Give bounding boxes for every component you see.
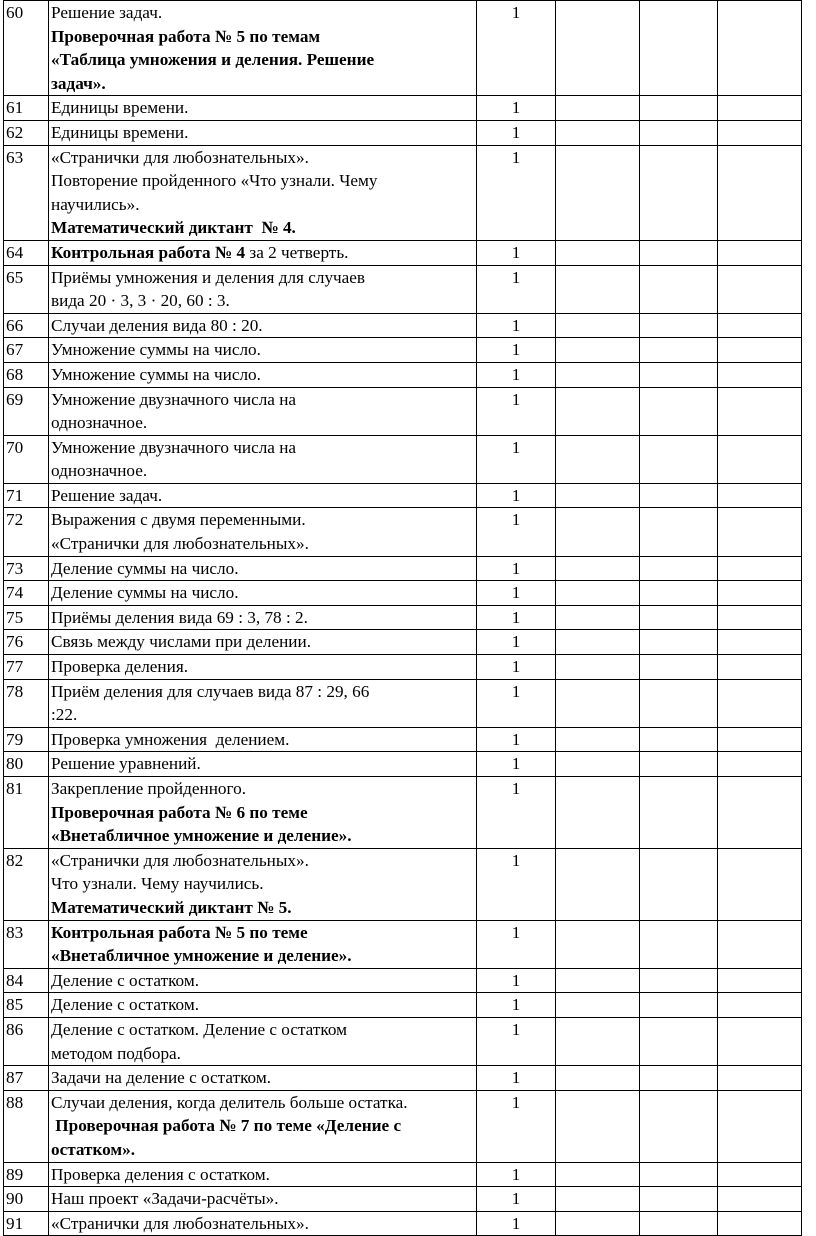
date-plan-cell xyxy=(556,120,640,145)
hours-count: 1 xyxy=(477,993,556,1018)
lesson-topic xyxy=(49,120,477,145)
topic-line: Умножение суммы на число. xyxy=(51,340,261,360)
table-row xyxy=(4,777,802,849)
lesson-topic xyxy=(49,777,477,849)
topic-line: Деление с остатком. Деление с остатком xyxy=(51,1019,347,1039)
lesson-topic xyxy=(49,679,477,727)
lesson-topic xyxy=(49,968,477,993)
lesson-number: 68 xyxy=(4,362,49,387)
hours-count: 1 xyxy=(477,727,556,752)
hours-count: 1 xyxy=(477,605,556,630)
hours-count: 1 xyxy=(477,1066,556,1091)
topic-line: Проверочная работа № 5 по темам xyxy=(51,26,321,46)
notes-cell xyxy=(718,1066,802,1091)
lesson-number: 74 xyxy=(4,581,49,606)
date-plan-cell xyxy=(556,679,640,727)
hours-count: 1 xyxy=(477,679,556,727)
date-plan-cell xyxy=(556,655,640,680)
hours-count: 1 xyxy=(477,240,556,265)
topic-fragment: Контрольная работа № 4 xyxy=(51,242,246,262)
notes-cell xyxy=(718,556,802,581)
date-plan-cell xyxy=(556,313,640,338)
table-row xyxy=(4,1162,802,1187)
lesson-number: 76 xyxy=(4,630,49,655)
date-fact-cell xyxy=(640,435,718,483)
table-row xyxy=(4,508,802,556)
notes-cell xyxy=(718,1211,802,1236)
topic-line: однозначное. xyxy=(51,461,148,481)
topic-line: Решение уравнений. xyxy=(51,754,201,774)
lesson-topic xyxy=(49,435,477,483)
lesson-number: 63 xyxy=(4,145,49,240)
date-fact-cell xyxy=(640,605,718,630)
date-fact-cell xyxy=(640,1090,718,1162)
hours-count: 1 xyxy=(477,1017,556,1065)
lesson-topic xyxy=(49,556,477,581)
topic-line: Умножение двузначного числа на xyxy=(51,437,297,457)
notes-cell xyxy=(718,483,802,508)
lesson-plan-table xyxy=(3,0,802,1236)
lesson-number: 71 xyxy=(4,483,49,508)
date-plan-cell xyxy=(556,556,640,581)
notes-cell xyxy=(718,581,802,606)
lesson-number: 61 xyxy=(4,96,49,121)
date-plan-cell xyxy=(556,581,640,606)
hours-count: 1 xyxy=(477,968,556,993)
hours-count: 1 xyxy=(477,1090,556,1162)
date-fact-cell xyxy=(640,777,718,849)
table-row xyxy=(4,313,802,338)
topic-line: Что узнали. Чему научились. xyxy=(51,874,264,894)
table-row xyxy=(4,848,802,920)
topic-fragment: за 2 четверть. xyxy=(245,242,349,262)
table-row xyxy=(4,1211,802,1236)
date-fact-cell xyxy=(640,120,718,145)
lesson-topic xyxy=(49,920,477,968)
table-row xyxy=(4,993,802,1018)
lesson-topic xyxy=(49,630,477,655)
date-fact-cell xyxy=(640,145,718,240)
lesson-topic xyxy=(49,265,477,313)
lesson-topic xyxy=(49,581,477,606)
date-plan-cell xyxy=(556,265,640,313)
date-fact-cell xyxy=(640,1162,718,1187)
date-fact-cell xyxy=(640,387,718,435)
date-plan-cell xyxy=(556,435,640,483)
topic-line: «Таблица умножения и деления. Решение xyxy=(51,50,375,70)
date-plan-cell xyxy=(556,508,640,556)
topic-line: «Странички для любознательных». xyxy=(51,1213,309,1233)
lesson-topic xyxy=(49,483,477,508)
lesson-number: 73 xyxy=(4,556,49,581)
topic-line: Умножение двузначного числа на xyxy=(51,389,297,409)
lesson-number: 78 xyxy=(4,679,49,727)
hours-count: 1 xyxy=(477,483,556,508)
topic-line: Случаи деления вида 80 : 20. xyxy=(51,315,263,335)
topic-line: Закрепление пройденного. xyxy=(51,779,246,798)
topic-line: Деление с остатком. xyxy=(51,970,199,990)
notes-cell xyxy=(718,435,802,483)
notes-cell xyxy=(718,145,802,240)
topic-line: Приём деления для случаев вида 87 : 29, 66 xyxy=(51,681,370,701)
date-plan-cell xyxy=(556,145,640,240)
topic-line: методом подбора. xyxy=(51,1043,181,1063)
notes-cell xyxy=(718,630,802,655)
lesson-number: 69 xyxy=(4,387,49,435)
lesson-number: 75 xyxy=(4,605,49,630)
hours-count: 1 xyxy=(477,120,556,145)
notes-cell xyxy=(718,120,802,145)
lesson-plan-body xyxy=(4,1,802,1236)
lesson-topic xyxy=(49,96,477,121)
topic-line: «Странички для любознательных». xyxy=(51,534,309,554)
topic-line: Единицы времени. xyxy=(51,98,189,118)
lesson-topic xyxy=(49,1162,477,1187)
lesson-topic xyxy=(49,387,477,435)
lesson-number: 77 xyxy=(4,655,49,680)
lesson-topic xyxy=(49,338,477,363)
date-plan-cell xyxy=(556,727,640,752)
topic-line: Математический диктант № 5. xyxy=(51,897,292,917)
date-plan-cell xyxy=(556,630,640,655)
table-row xyxy=(4,120,802,145)
date-fact-cell xyxy=(640,265,718,313)
lesson-topic xyxy=(49,727,477,752)
topic-line: Повторение пройденного «Что узнали. Чему xyxy=(51,171,378,191)
date-fact-cell xyxy=(640,581,718,606)
topic-line: Приёмы умножения и деления для случаев xyxy=(51,267,366,287)
date-fact-cell xyxy=(640,968,718,993)
topic-line: Умножение суммы на число. xyxy=(51,364,261,384)
hours-count: 1 xyxy=(477,508,556,556)
lesson-number: 64 xyxy=(4,240,49,265)
hours-count: 1 xyxy=(477,556,556,581)
lesson-topic xyxy=(49,240,477,265)
table-row xyxy=(4,968,802,993)
topic-line: «Странички для любознательных». xyxy=(51,850,309,870)
table-row xyxy=(4,556,802,581)
notes-cell xyxy=(718,655,802,680)
date-plan-cell xyxy=(556,1187,640,1212)
lesson-number: 81 xyxy=(4,777,49,849)
date-plan-cell xyxy=(556,338,640,363)
lesson-number: 72 xyxy=(4,508,49,556)
notes-cell xyxy=(718,1,802,96)
table-row xyxy=(4,1,802,96)
table-row xyxy=(4,435,802,483)
topic-line: Деление суммы на число. xyxy=(51,558,239,578)
lesson-topic xyxy=(49,508,477,556)
table-row xyxy=(4,679,802,727)
date-plan-cell xyxy=(556,848,640,920)
date-fact-cell xyxy=(640,556,718,581)
hours-count: 1 xyxy=(477,777,556,849)
lesson-number: 60 xyxy=(4,1,49,96)
lesson-topic xyxy=(49,1,477,96)
notes-cell xyxy=(718,968,802,993)
lesson-topic xyxy=(49,145,477,240)
table-row xyxy=(4,362,802,387)
topic-line: задач». xyxy=(51,73,106,93)
topic-line: Проверочная работа № 6 по теме xyxy=(51,802,308,822)
notes-cell xyxy=(718,96,802,121)
date-fact-cell xyxy=(640,727,718,752)
table-row xyxy=(4,483,802,508)
lesson-number: 85 xyxy=(4,993,49,1018)
date-plan-cell xyxy=(556,387,640,435)
hours-count: 1 xyxy=(477,848,556,920)
date-plan-cell xyxy=(556,1,640,96)
date-plan-cell xyxy=(556,240,640,265)
table-row xyxy=(4,655,802,680)
hours-count: 1 xyxy=(477,265,556,313)
hours-count: 1 xyxy=(477,338,556,363)
table-row xyxy=(4,338,802,363)
date-fact-cell xyxy=(640,1017,718,1065)
notes-cell xyxy=(718,1090,802,1162)
date-plan-cell xyxy=(556,968,640,993)
date-plan-cell xyxy=(556,1017,640,1065)
topic-line: Решение задач. xyxy=(51,485,163,505)
topic-line: Приёмы деления вида 69 : 3, 78 : 2. xyxy=(51,607,308,627)
table-row xyxy=(4,1017,802,1065)
topic-line: Решение задач. xyxy=(51,3,163,22)
notes-cell xyxy=(718,679,802,727)
table-row xyxy=(4,145,802,240)
date-fact-cell xyxy=(640,1066,718,1091)
lesson-topic xyxy=(49,655,477,680)
date-fact-cell xyxy=(640,655,718,680)
date-fact-cell xyxy=(640,338,718,363)
lesson-number: 86 xyxy=(4,1017,49,1065)
hours-count: 1 xyxy=(477,145,556,240)
topic-line: «Внетабличное умножение и деление». xyxy=(51,826,352,846)
date-fact-cell xyxy=(640,993,718,1018)
lesson-number: 66 xyxy=(4,313,49,338)
table-row xyxy=(4,265,802,313)
hours-count: 1 xyxy=(477,96,556,121)
date-fact-cell xyxy=(640,1,718,96)
notes-cell xyxy=(718,605,802,630)
lesson-topic xyxy=(49,752,477,777)
lesson-topic xyxy=(49,313,477,338)
notes-cell xyxy=(718,508,802,556)
notes-cell xyxy=(718,848,802,920)
notes-cell xyxy=(718,313,802,338)
date-plan-cell xyxy=(556,605,640,630)
lesson-topic xyxy=(49,362,477,387)
date-fact-cell xyxy=(640,96,718,121)
topic-line: Случаи деления, когда делитель больше остатка. xyxy=(51,1092,408,1112)
lesson-topic xyxy=(49,1187,477,1212)
hours-count: 1 xyxy=(477,581,556,606)
hours-count: 1 xyxy=(477,435,556,483)
lesson-number: 83 xyxy=(4,920,49,968)
topic-line: научились». xyxy=(51,194,140,214)
topic-line: Математический диктант № 4. xyxy=(51,218,296,238)
topic-line: «Странички для любознательных». xyxy=(51,147,309,167)
hours-count: 1 xyxy=(477,1187,556,1212)
lesson-number: 87 xyxy=(4,1066,49,1091)
topic-line: Проверочная работа № 7 по теме «Деление с xyxy=(51,1116,402,1136)
topic-line: Деление суммы на число. xyxy=(51,583,239,603)
date-plan-cell xyxy=(556,993,640,1018)
lesson-number: 80 xyxy=(4,752,49,777)
lesson-number: 70 xyxy=(4,435,49,483)
table-row xyxy=(4,240,802,265)
table-row xyxy=(4,96,802,121)
notes-cell xyxy=(718,993,802,1018)
date-fact-cell xyxy=(640,240,718,265)
notes-cell xyxy=(718,920,802,968)
date-plan-cell xyxy=(556,1162,640,1187)
topic-line: Задачи на деление с остатком. xyxy=(51,1068,271,1088)
lesson-number: 91 xyxy=(4,1211,49,1236)
date-fact-cell xyxy=(640,920,718,968)
date-plan-cell xyxy=(556,1090,640,1162)
notes-cell xyxy=(718,1162,802,1187)
notes-cell xyxy=(718,1017,802,1065)
topic-line: остатком». xyxy=(51,1139,136,1159)
date-fact-cell xyxy=(640,1211,718,1236)
date-fact-cell xyxy=(640,848,718,920)
hours-count: 1 xyxy=(477,752,556,777)
topic-line xyxy=(51,241,474,265)
date-plan-cell xyxy=(556,777,640,849)
topic-line: однозначное. xyxy=(51,413,148,433)
table-row xyxy=(4,1066,802,1091)
notes-cell xyxy=(718,362,802,387)
table-row xyxy=(4,727,802,752)
topic-line: Единицы времени. xyxy=(51,122,189,142)
date-fact-cell xyxy=(640,1187,718,1212)
topic-line: Проверка деления. xyxy=(51,657,189,677)
lesson-number: 79 xyxy=(4,727,49,752)
table-row xyxy=(4,1090,802,1162)
lesson-number: 88 xyxy=(4,1090,49,1162)
hours-count: 1 xyxy=(477,313,556,338)
lesson-number: 89 xyxy=(4,1162,49,1187)
lesson-number: 65 xyxy=(4,265,49,313)
date-fact-cell xyxy=(640,752,718,777)
table-row xyxy=(4,581,802,606)
date-fact-cell xyxy=(640,679,718,727)
hours-count: 1 xyxy=(477,1211,556,1236)
table-row xyxy=(4,605,802,630)
notes-cell xyxy=(718,727,802,752)
notes-cell xyxy=(718,240,802,265)
lesson-number: 82 xyxy=(4,848,49,920)
date-plan-cell xyxy=(556,752,640,777)
notes-cell xyxy=(718,265,802,313)
lesson-number: 90 xyxy=(4,1187,49,1212)
notes-cell xyxy=(718,338,802,363)
hours-count: 1 xyxy=(477,630,556,655)
topic-line: «Внетабличное умножение и деление». xyxy=(51,946,352,966)
hours-count: 1 xyxy=(477,387,556,435)
lesson-topic xyxy=(49,605,477,630)
topic-line: Наш проект «Задачи-расчёты». xyxy=(51,1189,279,1209)
topic-line: Связь между числами при делении. xyxy=(51,632,312,652)
hours-count: 1 xyxy=(477,920,556,968)
date-plan-cell xyxy=(556,483,640,508)
lesson-topic xyxy=(49,993,477,1018)
notes-cell xyxy=(718,752,802,777)
notes-cell xyxy=(718,777,802,849)
topic-line: Выражения с двумя переменными. xyxy=(51,510,306,530)
topic-line: Контрольная работа № 5 по теме xyxy=(51,922,308,942)
notes-cell xyxy=(718,387,802,435)
date-fact-cell xyxy=(640,313,718,338)
date-plan-cell xyxy=(556,1211,640,1236)
notes-cell xyxy=(718,1187,802,1212)
hours-count: 1 xyxy=(477,1,556,96)
topic-line: Проверка деления с остатком. xyxy=(51,1164,270,1184)
topic-line: Деление с остатком. xyxy=(51,995,199,1015)
date-fact-cell xyxy=(640,483,718,508)
lesson-topic xyxy=(49,1066,477,1091)
hours-count: 1 xyxy=(477,1162,556,1187)
topic-line: :22. xyxy=(51,705,78,725)
lesson-number: 62 xyxy=(4,120,49,145)
lesson-topic xyxy=(49,1211,477,1236)
date-fact-cell xyxy=(640,630,718,655)
lesson-number: 67 xyxy=(4,338,49,363)
date-plan-cell xyxy=(556,1066,640,1091)
table-row xyxy=(4,1187,802,1212)
table-row xyxy=(4,630,802,655)
date-fact-cell xyxy=(640,508,718,556)
hours-count: 1 xyxy=(477,655,556,680)
table-row xyxy=(4,752,802,777)
table-row xyxy=(4,387,802,435)
table-row xyxy=(4,920,802,968)
lesson-topic xyxy=(49,1090,477,1162)
hours-count: 1 xyxy=(477,362,556,387)
date-plan-cell xyxy=(556,362,640,387)
date-plan-cell xyxy=(556,96,640,121)
topic-line: Проверка умножения делением. xyxy=(51,729,290,749)
date-fact-cell xyxy=(640,362,718,387)
lesson-topic xyxy=(49,848,477,920)
topic-line: вида 20 · 3, 3 · 20, 60 : 3. xyxy=(51,291,230,311)
lesson-topic xyxy=(49,1017,477,1065)
date-plan-cell xyxy=(556,920,640,968)
lesson-number: 84 xyxy=(4,968,49,993)
